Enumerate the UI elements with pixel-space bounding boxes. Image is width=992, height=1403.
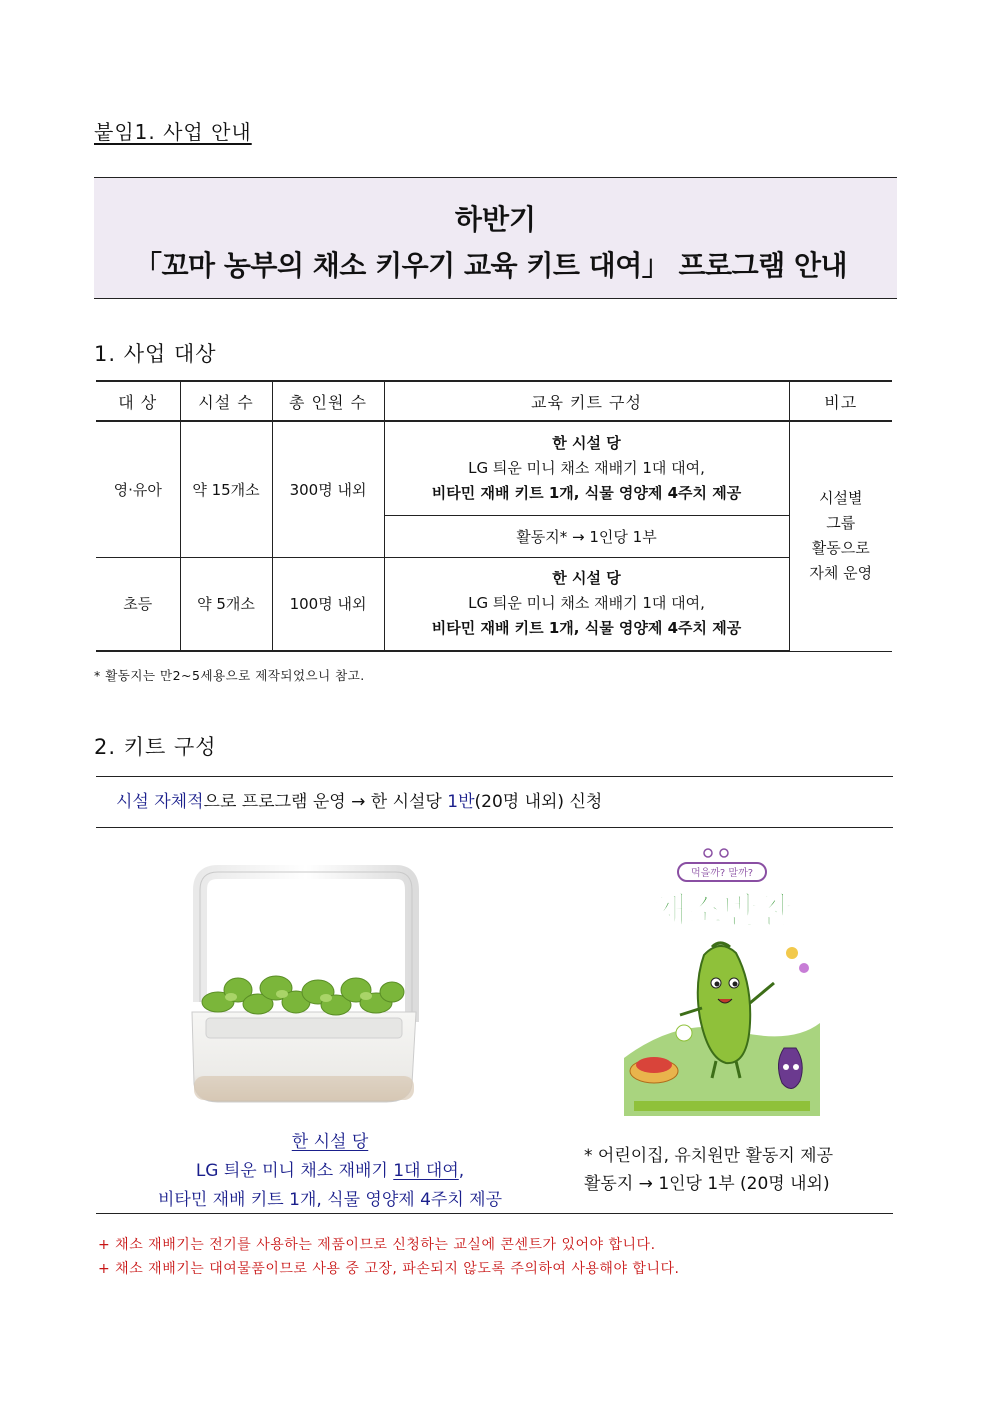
note-line: 자체 운영 (809, 564, 873, 583)
activity-sheet-image (624, 843, 820, 1116)
caption-text: LG 틔운 미니 채소 재배기 (195, 1161, 394, 1181)
cell-kit (384, 421, 789, 515)
kit-line: LG 틔운 미니 채소 재배기 1대 대여, (468, 458, 705, 477)
kit-line: 비타민 재배 키트 1개, 식물 영양제 4주치 제공 (431, 483, 742, 502)
table-header-row (96, 381, 892, 421)
banner-part-1: 시설 자체적 (116, 792, 204, 812)
kit-line: 한 시설 당 (552, 433, 621, 452)
caption-line: 비타민 재배 키트 1개, 식물 영양제 4주치 제공 (157, 1190, 503, 1210)
kit-line: LG 틔운 미니 채소 재배기 1대 대여, (468, 594, 705, 613)
table-row (96, 557, 892, 651)
program-banner (96, 776, 893, 828)
cell-facilities: 약 5개소 (180, 557, 272, 651)
note-line: 시설별 (819, 489, 863, 508)
poster-bubble: 먹을까? 말까? (690, 868, 754, 879)
cell-facilities: 약 15개소 (180, 421, 272, 557)
cell-people: 100명 내외 (272, 557, 384, 651)
attachment-label: 붙임1. 사업 안내 (94, 120, 252, 144)
banner-part-3: 1반 (447, 792, 475, 812)
planter-caption (110, 1128, 550, 1215)
banner-part-2: 으로 프로그램 운영 → 한 시설당 (203, 792, 448, 812)
header-kit: 교육 키트 구성 (384, 381, 789, 421)
header-note: 비고 (789, 381, 892, 421)
target-table (96, 380, 892, 652)
activity-caption (584, 1142, 884, 1198)
kit-line: 한 시설 당 (552, 569, 621, 588)
warning-damage: + 채소 재배기는 대여물품이므로 사용 중 고장, 파손되지 않도록 주의하여 사용해야 합니다. (98, 1261, 680, 1277)
cell-kit (384, 557, 789, 651)
caption-line: * 어린이집, 유치원만 활동지 제공 (584, 1146, 834, 1166)
divider (96, 1213, 893, 1214)
header-people: 총 인원 수 (272, 381, 384, 421)
cell-target: 영·유아 (96, 421, 180, 557)
title-line-1: 하반기 (454, 203, 537, 236)
banner-part-4: (20명 내외) 신청 (474, 792, 603, 812)
caption-line: 활동지 → 1인당 1부 (20명 내외) (584, 1174, 830, 1194)
header-facilities: 시설 수 (180, 381, 272, 421)
title-line-2: 「꼬마 농부의 채소 키우기 교육 키트 대여」 프로그램 안내 (134, 249, 848, 282)
header-target: 대 상 (96, 381, 180, 421)
caption-line (110, 1157, 550, 1186)
section-1-heading: 1. 사업 대상 (94, 342, 217, 366)
cell-activity: 활동지* → 1인당 1부 (384, 515, 789, 557)
note-line: 그룹 (826, 514, 856, 533)
section-2-heading: 2. 키트 구성 (94, 735, 217, 759)
cell-people: 300명 내외 (272, 421, 384, 557)
note-line: 활동으로 (811, 539, 870, 558)
footnote: * 활동지는 만2~5세용으로 제작되었으니 참고. (94, 668, 365, 683)
caption-line: 한 시설 당 (291, 1132, 369, 1152)
warning-electric: + 채소 재배기는 전기를 사용하는 제품이므로 신청하는 교실에 콘센트가 있어야 합니다. (98, 1237, 656, 1253)
caption-rental: 1대 대여 (393, 1161, 459, 1181)
title-box (94, 177, 897, 299)
caption-text: , (458, 1161, 465, 1181)
planter-image (186, 862, 422, 1108)
cell-target: 초등 (96, 557, 180, 651)
poster-title: 채소반찬 (652, 891, 792, 932)
table-row (96, 421, 892, 515)
kit-line: 비타민 재배 키트 1개, 식물 영양제 4주치 제공 (431, 619, 742, 638)
cell-note (789, 421, 892, 651)
